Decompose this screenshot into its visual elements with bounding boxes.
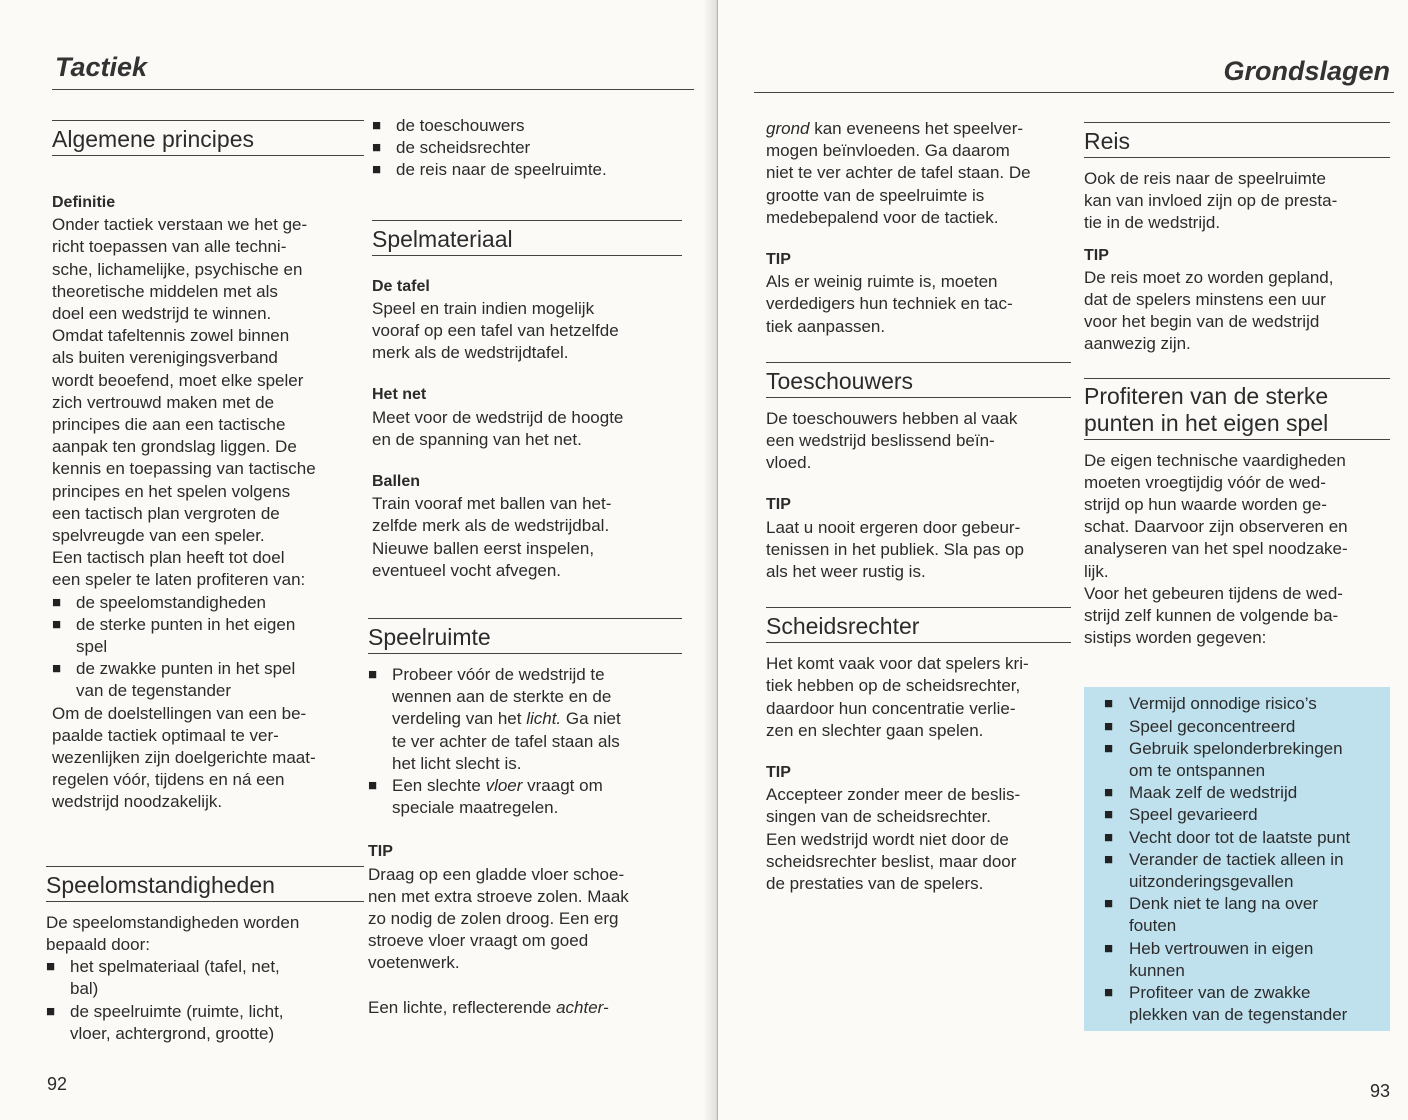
- algemene-closing-text: [52, 703, 364, 814]
- text-line: De eigen technische vaardigheden: [1084, 450, 1346, 470]
- text-line: tiek hebben op de scheidsrechter,: [766, 676, 1021, 696]
- text-line: merk als de wedstrijdtafel.: [372, 343, 569, 363]
- text-line: doel een wedstrijd te winnen.: [52, 304, 272, 324]
- text-line: De speelomstandigheden worden: [46, 912, 300, 932]
- tip-label: TIP: [766, 251, 791, 269]
- subhead-de-tafel: De tafel: [372, 277, 430, 295]
- section-title-profiteren: Profiteren van de sterke punten in het eigen spel: [1084, 383, 1390, 440]
- toeschouwers-text: [766, 408, 1071, 475]
- toeschouwers-tip-text: [766, 517, 1071, 584]
- text-line: stroeve vloer vraagt om goed: [368, 931, 589, 951]
- section-rule: [46, 866, 364, 867]
- section-rule: [1084, 122, 1390, 123]
- text-line: bepaald door:: [46, 934, 150, 954]
- text-line: voetenwerk.: [368, 953, 460, 973]
- text-line: tie in de wedstrijd.: [1084, 213, 1221, 233]
- tip-label: TIP: [766, 496, 791, 514]
- text-line: zo nodig de zolen droog. Een erg: [368, 909, 619, 929]
- text-line: mogen beïnvloeden. Ga daarom: [766, 141, 1010, 161]
- text-line: zen en slechter gaan spelen.: [766, 720, 984, 740]
- list-item: ■ Gebruik spelonderbrekingen om te ontspannen: [1104, 738, 1386, 782]
- text-line: Nieuwe ballen eerst inspelen,: [372, 538, 595, 558]
- text-line: scheidsrechter beslist, maar door: [766, 851, 1017, 871]
- text-line: wordt beoefend, moet elke speler: [52, 370, 304, 390]
- text-line: Train vooraf met ballen van het-: [372, 494, 612, 514]
- text-line: De toeschouwers hebben al vaak: [766, 408, 1018, 428]
- text-line: theoretische middelen met als: [52, 281, 278, 301]
- text-line: medebepalend voor de tactiek.: [766, 207, 999, 227]
- page-number-right: 93: [1369, 1081, 1390, 1101]
- list-item: ■ Verander de tactiek alleen in uitzonderingsgevallen: [1104, 849, 1386, 893]
- algemene-bullets: [52, 592, 364, 703]
- section-title-toeschouwers: Toeschouwers: [766, 367, 1071, 398]
- text-line: aanpak ten grondslag liggen. De: [52, 437, 297, 457]
- top-bullets: [372, 115, 682, 182]
- text-line: Onder tactiek verstaan we het ge-: [52, 215, 308, 235]
- continued-text: grond kan eveneens het speelver-: [766, 119, 1024, 138]
- text-line: moeten vroegtijdig vóór de wed-: [1084, 472, 1326, 492]
- list-item: ■ de sterke punten in het eigen spel: [52, 614, 364, 658]
- list-item: ■ Speel gevarieerd: [1104, 804, 1386, 826]
- text-line: Speel en train indien mogelijk: [372, 298, 595, 318]
- text-line: wedstrijd noodzakelijk.: [52, 792, 223, 812]
- subhead-definitie: Definitie: [52, 194, 116, 211]
- text-line: tiek aanpassen.: [766, 316, 886, 336]
- continued-text-lines: [766, 140, 1071, 229]
- subhead-ballen: Ballen: [372, 473, 421, 491]
- section-title-reis: Reis: [1084, 127, 1390, 158]
- text-line: daardoor hun concentratie verlie-: [766, 698, 1016, 718]
- list-item: ■ Profiteer van de zwakke plekken van de tegenstander: [1104, 982, 1386, 1026]
- text-line: Draag op een gladde vloer schoe-: [368, 864, 625, 884]
- text-line: de prestaties van de spelers.: [766, 874, 984, 894]
- text-line: richt toepassen van alle techni-: [52, 237, 287, 257]
- text-line: en de spanning van het net.: [372, 429, 582, 449]
- text-line: Ook de reis naar de speelruimte: [1084, 169, 1326, 188]
- text-line: eventueel vocht afvegen.: [372, 560, 562, 580]
- left-column-2: [368, 115, 682, 1019]
- list-item: ■ Een slechte vloer vraagt om speciale maatregelen.: [368, 775, 682, 819]
- section-rule: [1084, 378, 1390, 379]
- net-text: [372, 407, 682, 451]
- list-item: ■ Speel geconcentreerd: [1104, 716, 1386, 738]
- text-line: Meet voor de wedstrijd de hoogte: [372, 407, 624, 427]
- text-line: Om de doelstellingen van een be-: [52, 703, 307, 723]
- text-line: zelfde merk als de wedstrijdbal.: [372, 516, 610, 536]
- text-line: singen van de scheidsrechter.: [766, 807, 991, 827]
- text-line: Voor het gebeuren tijdens de wed-: [1084, 583, 1343, 603]
- list-item: ■ de zwakke punten in het spel van de tegenstander: [52, 658, 364, 702]
- list-item: ■ Vermijd onnodige risico’s: [1104, 693, 1386, 715]
- text-line: principes en het spelen volgens: [52, 481, 291, 501]
- speelomstandigheden-text: [46, 912, 364, 956]
- text-line: vooraf op een tafel van hetzelfde: [372, 321, 619, 341]
- text-line: sistips worden gegeven:: [1084, 628, 1267, 648]
- text-line: kennis en toepassing van tactische: [52, 459, 316, 479]
- tip-label: TIP: [1084, 246, 1109, 264]
- list-item: ■ de reis naar de speelruimte.: [372, 159, 682, 181]
- right-column-2: [1084, 122, 1390, 1031]
- text-line: dat de spelers minstens een uur: [1084, 290, 1326, 310]
- section-rule: [372, 220, 682, 221]
- text-line: vloed.: [766, 453, 812, 473]
- section-title-speelruimte: Speelruimte: [368, 623, 682, 654]
- continued-text: Een lichte, reflecterende achter-: [368, 997, 609, 1017]
- tip-text: [766, 271, 1071, 338]
- list-item: ■ de scheidsrechter: [372, 137, 682, 159]
- text-line: tenissen in het publiek. Sla pas op: [766, 539, 1025, 559]
- tips-box: [1084, 687, 1390, 1030]
- list-item: ■ de speelruimte (ruimte, licht, vloer, achtergrond, grootte): [46, 1001, 364, 1045]
- text-line: spelvreugde van een speler.: [52, 526, 265, 546]
- text-line: paalde tactiek optimaal te ver-: [52, 725, 279, 745]
- text-line: lijk.: [1084, 561, 1109, 581]
- algemene-text: [52, 214, 364, 591]
- section-rule: [52, 120, 364, 121]
- text-line: als het weer rustig is.: [766, 562, 926, 582]
- section-title-spelmateriaal: Spelmateriaal: [372, 225, 682, 256]
- page-number-left: 92: [47, 1074, 68, 1094]
- text-line: niet te ver achter de tafel staan. De: [766, 163, 1031, 183]
- section-title-algemene-principes: Algemene principes: [52, 125, 364, 156]
- text-line: strijd zelf kunnen de volgende ba-: [1084, 606, 1339, 626]
- header-rule-right: [754, 92, 1394, 93]
- text-line: analyseren van het spel noodzake-: [1084, 539, 1348, 559]
- text-line: Accepteer zonder meer de beslis-: [766, 785, 1021, 805]
- text-line: wezenlijken zijn doelgerichte maat-: [52, 748, 316, 768]
- profiteren-text: [1084, 450, 1390, 650]
- list-item: ■ Maak zelf de wedstrijd: [1104, 782, 1386, 804]
- text-line: Als er weinig ruimte is, moeten: [766, 272, 998, 292]
- list-item: ■ Probeer vóór de wedstrijd te wennen aan de sterkte en de verdeling van het licht. Ga niet te ver achter de tafel staan als het licht slecht is.: [368, 664, 682, 775]
- text-line: als buiten verenigingsverband: [52, 348, 278, 368]
- reis-tip-text: [1084, 267, 1390, 356]
- right-column-1: [766, 118, 1071, 895]
- speelruimte-tip-text: [368, 864, 682, 975]
- text-line: principes die aan een tactische: [52, 415, 286, 435]
- text-line: een tactisch plan vergroten de: [52, 503, 280, 523]
- text-line: grootte van de speelruimte is: [766, 185, 985, 205]
- running-head-right: Grondslagen: [1223, 56, 1390, 86]
- text-line: Omdat tafeltennis zowel binnen: [52, 326, 290, 346]
- text-line: schat. Daarvoor zijn observeren en: [1084, 517, 1348, 537]
- text-line: voor het begin van de wedstrijd: [1084, 312, 1320, 332]
- text-line: regelen vóór, tijdens en ná een: [52, 770, 285, 790]
- section-rule: [766, 607, 1071, 608]
- text-line: aanwezig zijn.: [1084, 334, 1191, 354]
- text-line: een speler te laten profiteren van:: [52, 570, 306, 590]
- right-page: [718, 0, 1408, 1120]
- text-line: strijd op hun waarde worden ge-: [1084, 495, 1327, 515]
- tip-label: TIP: [766, 764, 791, 782]
- section-rule: [766, 362, 1071, 363]
- ballen-text: [372, 493, 682, 582]
- running-head-left: Tactiek: [55, 52, 148, 82]
- tafel-text: [372, 298, 682, 365]
- text-line: Een wedstrijd wordt niet door de: [766, 829, 1009, 849]
- list-item: ■ Denk niet te lang na over fouten: [1104, 893, 1386, 937]
- speelruimte-bullets: [368, 664, 682, 819]
- list-item: ■ de speelomstandigheden: [52, 592, 364, 614]
- tip-label: TIP: [368, 843, 393, 861]
- text-line: verdedigers hun techniek en tac-: [766, 294, 1013, 314]
- tips-list: [1104, 693, 1386, 1026]
- section-title-scheidsrechter: Scheidsrechter: [766, 612, 1071, 643]
- text-line: kan van invloed zijn op de presta-: [1084, 191, 1338, 211]
- list-item: ■ Heb vertrouwen in eigen kunnen: [1104, 938, 1386, 982]
- left-column-1: [46, 120, 364, 1045]
- text-line: sche, lichamelijke, psychische en: [52, 259, 303, 279]
- list-item: ■ Vecht door tot de laatste punt: [1104, 827, 1386, 849]
- text-line: zich vertrouwd maken met de: [52, 392, 275, 412]
- reis-text: [1084, 168, 1390, 235]
- list-item: ■ de toeschouwers: [372, 115, 682, 137]
- text-line: Het komt vaak voor dat spelers kri-: [766, 654, 1029, 674]
- section-title-speelomstandigheden: Speelomstandigheden: [46, 871, 364, 902]
- text-line: Een tactisch plan heeft tot doel: [52, 548, 285, 568]
- list-item: ■ het spelmateriaal (tafel, net, bal): [46, 956, 364, 1000]
- text-line: Laat u nooit ergeren door gebeur-: [766, 517, 1021, 537]
- text-line: De reis moet zo worden gepland,: [1084, 267, 1334, 287]
- speelomstandigheden-bullets: [46, 956, 364, 1045]
- text-line: nen met extra stroeve zolen. Maak: [368, 886, 629, 906]
- header-rule-left: [52, 89, 694, 90]
- section-rule: [368, 618, 682, 619]
- scheidsrechter-text: [766, 653, 1071, 742]
- scheidsrechter-tip-text: [766, 784, 1071, 895]
- subhead-het-net: Het net: [372, 386, 427, 404]
- text-line: een wedstrijd beslissend beïn-: [766, 431, 995, 451]
